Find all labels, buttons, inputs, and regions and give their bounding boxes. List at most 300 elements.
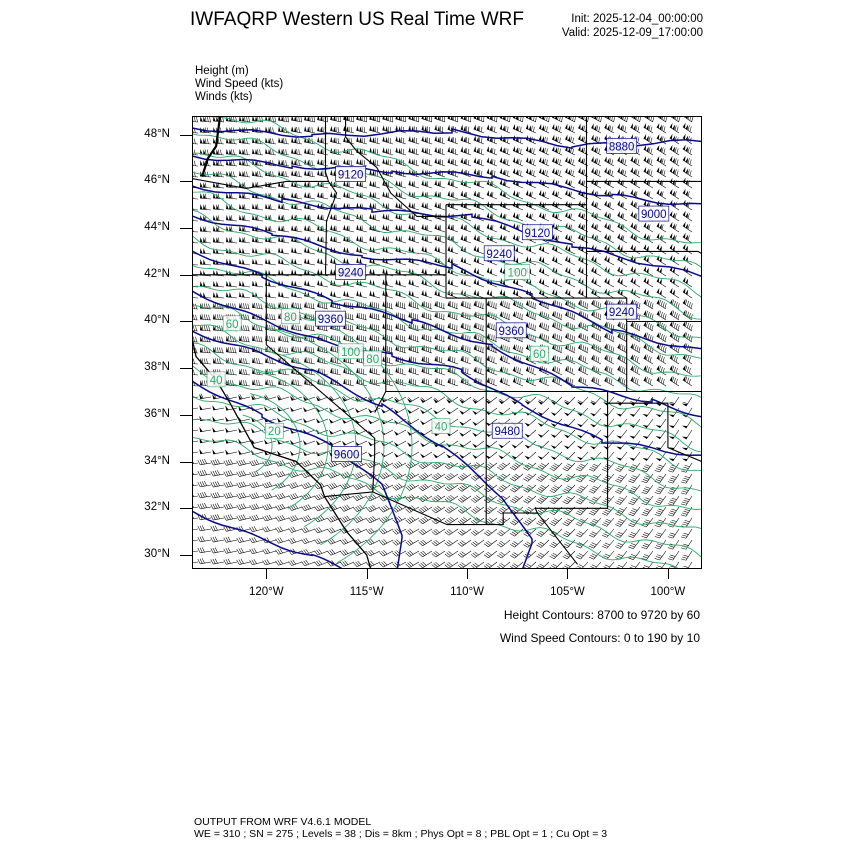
wind-barb (265, 247, 276, 254)
wind-barb (628, 507, 640, 516)
wind-barb (683, 145, 692, 155)
wind-barb (536, 529, 549, 537)
wind-barb (277, 450, 289, 455)
wind-barb (369, 367, 380, 375)
wind-barb (552, 333, 562, 342)
wind-barb (682, 397, 692, 406)
wind-barb (224, 559, 237, 564)
wind-barb (446, 408, 458, 414)
wind-barb (642, 430, 653, 439)
wind-barb (315, 527, 328, 533)
wind-barb (435, 136, 445, 144)
wind-barb (291, 379, 302, 386)
wind-barb (474, 267, 484, 276)
wind-barb (395, 323, 406, 331)
wind-barb (369, 180, 380, 188)
wind-barb (656, 419, 666, 428)
wind-barb (513, 366, 523, 375)
wind-barb (212, 416, 224, 421)
wind-barb (356, 290, 367, 298)
wind-barb (589, 529, 601, 537)
wind-barb (302, 504, 315, 510)
wind-barb (445, 484, 458, 491)
wind-barb (276, 560, 289, 566)
wind-barb (317, 159, 328, 166)
wind-barb (497, 562, 510, 569)
wind-barb (552, 311, 562, 320)
wind-barb (381, 452, 393, 457)
wind-barb (328, 472, 341, 479)
wind-barb (552, 124, 562, 133)
wind-barb (435, 125, 445, 133)
wind-barb (265, 379, 276, 386)
wind-barb (461, 235, 471, 243)
wind-speed-contour-label (530, 346, 548, 361)
wind-barb (538, 452, 549, 460)
wind-barb (513, 201, 523, 210)
wind-barb (474, 157, 484, 166)
wind-barb (539, 201, 549, 210)
wind-barb (683, 244, 692, 254)
wind-barb (250, 548, 263, 554)
wind-barb (251, 450, 263, 455)
wind-barb (408, 191, 419, 199)
wind-barb (577, 441, 588, 449)
wind-barb (213, 248, 224, 254)
wind-barb (225, 416, 237, 421)
wind-barb (395, 334, 406, 342)
wind-barb (670, 134, 679, 144)
wind-barb (564, 452, 575, 460)
wind-barb (422, 191, 432, 199)
lat-tick (180, 275, 192, 276)
wind-barb (435, 301, 445, 309)
wind-barb (237, 537, 250, 543)
wind-barb (578, 344, 588, 353)
wind-barb (406, 551, 419, 557)
wind-barb (500, 135, 510, 144)
wind-barb (315, 560, 328, 566)
wind-barb (369, 125, 380, 133)
wind-barb (291, 192, 302, 199)
wind-barb (526, 311, 536, 320)
wind-barb (406, 540, 419, 546)
wind-barb (380, 472, 393, 479)
wind-barb (252, 259, 263, 265)
wind-barb (224, 537, 237, 542)
wind-barbs (192, 116, 693, 569)
wind-barb (445, 517, 458, 524)
wind-barb (395, 202, 406, 210)
wind-barb (237, 515, 250, 521)
wind-barb (341, 505, 354, 512)
wind-barb (617, 200, 627, 210)
wind-barb (628, 474, 640, 483)
wind-barb (536, 496, 549, 504)
wind-barb (250, 515, 263, 521)
wind-barb (590, 408, 601, 416)
wind-barb (656, 452, 666, 461)
wind-barb (433, 397, 445, 403)
wind-barb (670, 288, 679, 298)
wind-barb (681, 485, 692, 494)
wind-barb (563, 485, 575, 493)
wind-barb (461, 246, 471, 254)
wind-barb (226, 237, 237, 243)
wind-barb (252, 336, 263, 342)
wind-barb (565, 135, 575, 144)
wind-barb (513, 135, 523, 144)
wind-barb (461, 158, 471, 166)
wind-barb (474, 223, 484, 232)
wind-barb (459, 408, 471, 414)
height-contour-line (192, 331, 532, 569)
wind-barb (448, 246, 458, 254)
wind-barb (552, 355, 562, 364)
wind-barb (200, 248, 211, 254)
wind-barb (510, 496, 523, 503)
wind-barb (472, 452, 484, 459)
wind-barb (644, 321, 654, 331)
wind-barb (526, 212, 536, 221)
lon-tick (266, 569, 267, 579)
wind-barb (670, 321, 680, 331)
lat-tick-label: 38°N (144, 361, 170, 374)
wind-barb (211, 470, 224, 476)
wind-barb (539, 267, 549, 276)
wind-barb (315, 549, 328, 555)
wind-barb (276, 515, 289, 521)
wind-barb (435, 158, 445, 166)
wind-barb (304, 324, 315, 331)
wind-barb (668, 485, 679, 494)
wind-barb (683, 200, 692, 210)
wind-barb (550, 518, 562, 526)
wind-barb (644, 145, 653, 155)
wind-barb (435, 367, 445, 375)
wind-barb (536, 551, 549, 559)
wind-barb (408, 147, 419, 155)
wind-barb (591, 354, 601, 364)
wind-barb (565, 124, 575, 133)
wind-barb (565, 168, 575, 177)
wind-barb (459, 419, 471, 425)
wind-barb (472, 419, 484, 426)
wind-barb (487, 135, 497, 144)
lat-tick-label: 34°N (144, 454, 170, 467)
wind-barb (303, 407, 315, 412)
wind-speed-contour-label (432, 419, 450, 434)
wind-barb (200, 314, 211, 320)
wind-barb (224, 548, 237, 553)
wind-barb (394, 430, 406, 435)
lon-tick (668, 569, 669, 579)
wind-barb (213, 358, 224, 364)
wind-barb (445, 562, 458, 568)
wind-barb (510, 540, 523, 547)
wind-barb (343, 379, 354, 386)
wind-barb (198, 459, 211, 465)
wind-barb (615, 463, 627, 472)
wind-barb (631, 167, 640, 177)
wind-barb (407, 397, 419, 403)
wind-barb (603, 430, 614, 438)
wind-barb (289, 515, 302, 521)
wind-barb (617, 343, 627, 353)
wind-barb (474, 245, 484, 254)
wind-barb (551, 430, 562, 438)
wind-barb (591, 277, 601, 287)
wind-barb (356, 125, 367, 133)
wind-barb (550, 463, 562, 471)
wind-barb (448, 191, 458, 199)
wind-barb (474, 300, 484, 309)
wind-barb (239, 369, 250, 375)
wind-barb (526, 377, 536, 386)
wind-barb (250, 559, 263, 565)
wind-barb (432, 540, 445, 546)
wind-barb (289, 482, 302, 488)
wind-barb (487, 300, 497, 309)
wind-speed-contour-legend: Wind Speed Contours: 0 to 190 by 10 (499, 631, 700, 645)
wind-barb (669, 397, 679, 406)
wind-barb (199, 394, 211, 399)
wind-barb (448, 158, 458, 166)
wind-barb (419, 551, 432, 557)
wind-barb (302, 538, 315, 544)
wind-barb (304, 170, 315, 177)
puget-sound (202, 116, 220, 177)
wind-barb (304, 280, 315, 287)
wind-barb (211, 481, 224, 487)
wind-barb (589, 463, 601, 471)
wind-barb (432, 562, 445, 568)
wind-barb (526, 322, 536, 331)
wind-barb (276, 493, 289, 499)
wind-barb (408, 334, 419, 342)
wind-barb (304, 258, 315, 265)
lon-tick-label: 110°W (450, 586, 484, 598)
wind-barb (419, 529, 432, 535)
wind-barb (354, 472, 367, 479)
wind-barb (513, 179, 523, 188)
wind-barb (239, 215, 250, 221)
wind-barb (289, 538, 302, 544)
wind-barb (276, 527, 289, 533)
wind-barb (435, 312, 445, 320)
wind-barb (291, 225, 302, 232)
wind-barb (250, 482, 263, 488)
wind-barb (213, 292, 224, 298)
wind-barb (591, 299, 601, 309)
wind-barb (239, 292, 250, 298)
wind-barb (644, 167, 653, 177)
wind-barb (657, 376, 666, 386)
wind-barb (524, 452, 536, 459)
wind-barb (198, 558, 211, 563)
wind-barb (213, 314, 224, 320)
wind-barb (237, 471, 250, 477)
wind-barb (198, 481, 211, 487)
wind-barb (644, 299, 654, 309)
wind-barb (591, 266, 601, 276)
wind-barb (302, 527, 315, 533)
wind-barb (224, 470, 237, 476)
lon-tick-label: 105°W (550, 586, 585, 598)
wind-barb (474, 146, 484, 155)
wind-barb (330, 159, 341, 166)
wind-speed-contour-label (505, 264, 530, 279)
wind-barb (617, 365, 627, 375)
wind-barb (523, 551, 536, 558)
wind-barb (604, 167, 614, 177)
wind-barb (341, 550, 354, 556)
wind-barb (304, 126, 315, 133)
height-contour-legend: Height Contours: 8700 to 9720 by 60 (503, 608, 700, 622)
wind-barb (422, 136, 432, 144)
wind-barb (670, 156, 679, 166)
wind-barb (213, 237, 224, 243)
wind-barb (644, 310, 654, 320)
wind-barb (526, 179, 536, 188)
wind-barb (382, 246, 393, 254)
wind-barb (226, 171, 237, 177)
wind-barb (278, 247, 289, 254)
wind-barb (617, 156, 627, 166)
wind-barb (395, 180, 406, 188)
wind-barb (341, 561, 354, 567)
wind-barb (615, 518, 627, 527)
wind-barb (239, 336, 250, 342)
wind-barb (552, 201, 562, 210)
lat-tick (180, 368, 192, 369)
wind-barb (382, 323, 393, 331)
wind-barb (445, 462, 458, 469)
wind-barb (552, 190, 562, 199)
wind-barb (408, 235, 419, 243)
wind-barb (315, 504, 328, 511)
wind-barb (317, 258, 328, 265)
wind-barb (644, 233, 653, 243)
wind-barb (617, 321, 627, 331)
wind-barb (289, 560, 302, 566)
wind-barb (328, 549, 341, 555)
wind-barb (683, 321, 693, 331)
wind-barb (474, 289, 484, 298)
wind-barb (487, 289, 497, 298)
wind-speed-contour-label (223, 316, 241, 331)
wind-barb (487, 223, 497, 232)
wind-barb (644, 244, 653, 254)
wind-barb (213, 281, 224, 287)
wind-barb (681, 551, 692, 560)
wind-barb (539, 124, 549, 133)
wind-barb (213, 204, 224, 210)
height-contours (192, 128, 702, 569)
wind-barb (432, 506, 445, 513)
wind-barb (291, 159, 302, 166)
wind-barb (408, 180, 419, 188)
wind-barb (382, 301, 393, 309)
wind-barb (461, 136, 471, 144)
wind-barb (526, 256, 536, 265)
wind-barb (330, 126, 341, 133)
wind-barb (591, 255, 601, 265)
wind-barb (616, 419, 627, 428)
wind-barb (263, 504, 276, 510)
wind-barb (252, 204, 263, 210)
wind-barb (252, 171, 263, 177)
wind-barb (604, 156, 614, 166)
wind-barb (511, 408, 523, 415)
wind-barb (382, 279, 393, 287)
wind-barb (564, 441, 575, 449)
wind-barb (591, 156, 601, 166)
wind-barb (497, 540, 510, 547)
wind-barb (251, 439, 263, 444)
wind-speed-contour-label (265, 423, 283, 438)
wind-barb (458, 517, 471, 524)
wind-barb (264, 406, 276, 411)
field-label-height: Height (m) (195, 65, 249, 77)
wind-barb (539, 168, 549, 177)
wind-barb (461, 147, 471, 155)
wind-barb (631, 156, 640, 166)
wind-barb (435, 180, 445, 188)
wind-barb (395, 191, 406, 199)
wind-barb (291, 137, 302, 144)
wind-barb (670, 123, 679, 133)
wind-barb (591, 178, 601, 188)
wind-barb (356, 279, 367, 287)
wind-barb (435, 345, 445, 353)
wind-barb (382, 191, 393, 199)
wind-barb (342, 441, 354, 446)
state-boundaries (192, 116, 702, 569)
wind-barb (317, 280, 328, 287)
wind-barb (644, 134, 653, 144)
wind-barb (395, 136, 406, 144)
wind-barb (552, 146, 562, 155)
wind-barb (343, 291, 354, 298)
wind-barb (471, 496, 484, 503)
wind-barb (198, 503, 211, 509)
wind-barb (513, 190, 523, 199)
wind-barb (302, 460, 315, 466)
wind-barb (500, 124, 510, 133)
wind-barb (226, 347, 237, 353)
wind-barb (510, 529, 523, 536)
wind-barb (252, 380, 263, 386)
wind-barb (395, 147, 406, 155)
wind-barb (551, 408, 562, 416)
wind-barb (419, 562, 432, 568)
wind-barb (617, 211, 627, 221)
wind-barb (356, 235, 367, 243)
wind-barb (343, 126, 354, 133)
wind-barb (497, 463, 510, 470)
wind-barb (471, 562, 484, 569)
wind-barb (487, 146, 497, 155)
wind-barb (265, 258, 276, 265)
wind-barb (471, 540, 484, 547)
wind-barb (432, 529, 445, 535)
height-contour-line (192, 216, 702, 349)
wind-barb (642, 518, 653, 527)
wind-barb (526, 168, 536, 177)
wind-barb (644, 365, 653, 375)
wind-barb (617, 288, 627, 298)
